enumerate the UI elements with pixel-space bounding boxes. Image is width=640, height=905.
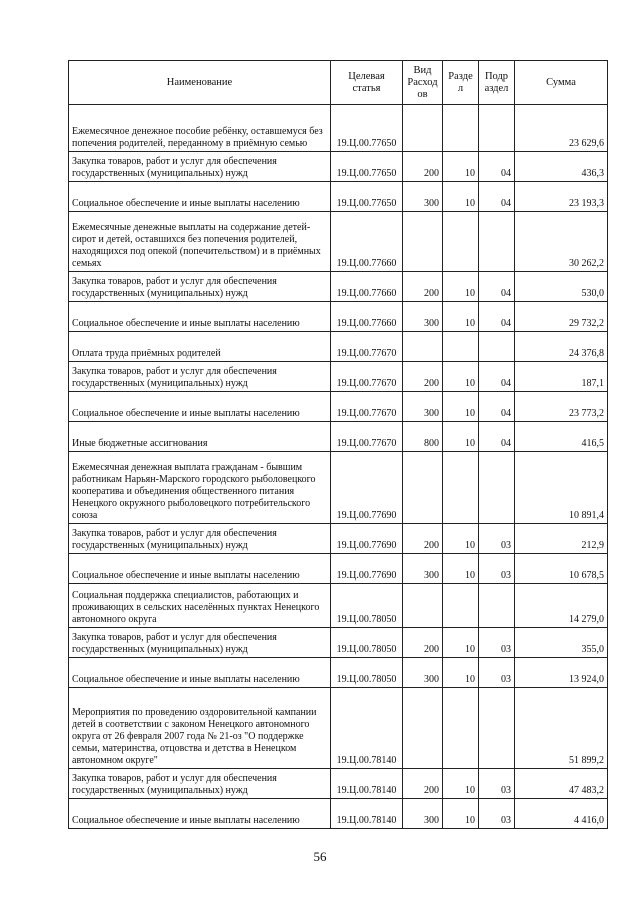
row-name: Закупка товаров, работ и услуг для обеспечения государственных (муниципальных) нужд <box>69 272 331 302</box>
row-target-article: 19.Ц.00.78050 <box>331 584 403 628</box>
row-name: Закупка товаров, работ и услуг для обеспечения государственных (муниципальных) нужд <box>69 362 331 392</box>
row-name: Мероприятия по проведению оздоровительной кампании детей в соответствии с законом Ненецкого автономного округа от 26 февраля 2007 года № 21-оз "О поддержке семьи, материнства, отцовства и детства в Ненецком автономном округе" <box>69 688 331 769</box>
row-section: 10 <box>443 362 479 392</box>
header-expense-type: Вид Расход ов <box>403 61 443 105</box>
table-row <box>69 182 608 212</box>
table-row <box>69 105 608 152</box>
row-subsection <box>479 452 515 524</box>
budget-table <box>68 60 608 829</box>
row-section: 10 <box>443 272 479 302</box>
table-row <box>69 658 608 688</box>
row-section <box>443 452 479 524</box>
row-subsection: 04 <box>479 422 515 452</box>
row-sum: 23 193,3 <box>515 182 608 212</box>
row-expense-type <box>403 452 443 524</box>
row-section: 10 <box>443 628 479 658</box>
row-section: 10 <box>443 302 479 332</box>
row-sum: 187,1 <box>515 362 608 392</box>
row-sum: 23 629,6 <box>515 105 608 152</box>
row-sum: 47 483,2 <box>515 769 608 799</box>
row-section: 10 <box>443 554 479 584</box>
row-expense-type: 300 <box>403 799 443 829</box>
row-subsection: 04 <box>479 182 515 212</box>
row-subsection: 03 <box>479 658 515 688</box>
header-name: Наименование <box>69 61 331 105</box>
row-sum: 30 262,2 <box>515 212 608 272</box>
row-expense-type: 200 <box>403 152 443 182</box>
row-section <box>443 105 479 152</box>
row-section: 10 <box>443 658 479 688</box>
row-name: Социальное обеспечение и иные выплаты населению <box>69 392 331 422</box>
row-target-article: 19.Ц.00.78140 <box>331 769 403 799</box>
row-expense-type <box>403 212 443 272</box>
row-section <box>443 688 479 769</box>
row-sum: 10 891,4 <box>515 452 608 524</box>
table-row <box>69 212 608 272</box>
row-name: Социальное обеспечение и иные выплаты населению <box>69 302 331 332</box>
row-name: Социальное обеспечение и иные выплаты населению <box>69 182 331 212</box>
table-row <box>69 769 608 799</box>
table-row <box>69 272 608 302</box>
row-name: Ежемесячное денежное пособие ребёнку, оставшемуся без попечения родителей, переданному в приёмную семью <box>69 105 331 152</box>
row-sum: 436,3 <box>515 152 608 182</box>
row-expense-type: 300 <box>403 658 443 688</box>
row-expense-type: 300 <box>403 302 443 332</box>
row-expense-type <box>403 332 443 362</box>
row-subsection <box>479 332 515 362</box>
row-subsection: 04 <box>479 362 515 392</box>
row-subsection: 03 <box>479 524 515 554</box>
row-sum: 29 732,2 <box>515 302 608 332</box>
row-target-article: 19.Ц.00.78050 <box>331 628 403 658</box>
row-name: Ежемесячная денежная выплата гражданам - бывшим работникам Нарьян-Марского городского рыболовецкого кооператива и объединения общественного питания Ненецкого окружного рыболовецкого потребительского союза <box>69 452 331 524</box>
row-subsection: 03 <box>479 554 515 584</box>
table-row <box>69 524 608 554</box>
row-target-article: 19.Ц.00.78140 <box>331 688 403 769</box>
header-sum: Сумма <box>515 61 608 105</box>
row-name: Иные бюджетные ассигнования <box>69 422 331 452</box>
row-sum: 416,5 <box>515 422 608 452</box>
row-section: 10 <box>443 769 479 799</box>
row-sum: 23 773,2 <box>515 392 608 422</box>
table-row <box>69 799 608 829</box>
table-row <box>69 584 608 628</box>
row-target-article: 19.Ц.00.77650 <box>331 152 403 182</box>
row-section: 10 <box>443 392 479 422</box>
header-target-article: Целевая статья <box>331 61 403 105</box>
row-section <box>443 332 479 362</box>
row-target-article: 19.Ц.00.78140 <box>331 799 403 829</box>
row-target-article: 19.Ц.00.77690 <box>331 452 403 524</box>
header-subsection: Подр аздел <box>479 61 515 105</box>
row-expense-type: 200 <box>403 769 443 799</box>
row-section: 10 <box>443 182 479 212</box>
table-row <box>69 422 608 452</box>
row-expense-type: 200 <box>403 362 443 392</box>
row-subsection: 04 <box>479 392 515 422</box>
row-subsection <box>479 105 515 152</box>
table-body <box>69 105 608 829</box>
row-sum: 10 678,5 <box>515 554 608 584</box>
row-sum: 4 416,0 <box>515 799 608 829</box>
row-expense-type: 800 <box>403 422 443 452</box>
page-number: 56 <box>313 849 327 864</box>
row-name: Закупка товаров, работ и услуг для обеспечения государственных (муниципальных) нужд <box>69 628 331 658</box>
row-name: Закупка товаров, работ и услуг для обеспечения государственных (муниципальных) нужд <box>69 152 331 182</box>
row-target-article: 19.Ц.00.78050 <box>331 658 403 688</box>
header-section: Разде л <box>443 61 479 105</box>
row-subsection <box>479 688 515 769</box>
row-subsection: 04 <box>479 152 515 182</box>
row-expense-type <box>403 105 443 152</box>
row-target-article: 19.Ц.00.77660 <box>331 272 403 302</box>
row-sum: 51 899,2 <box>515 688 608 769</box>
row-name: Социальная поддержка специалистов, работающих и проживающих в сельских населённых пунктах Ненецкого автономного округа <box>69 584 331 628</box>
table-row <box>69 302 608 332</box>
row-sum: 14 279,0 <box>515 584 608 628</box>
row-target-article: 19.Ц.00.77660 <box>331 302 403 332</box>
table-row <box>69 688 608 769</box>
row-target-article: 19.Ц.00.77650 <box>331 105 403 152</box>
table-row <box>69 628 608 658</box>
row-name: Оплата труда приёмных родителей <box>69 332 331 362</box>
row-subsection: 03 <box>479 628 515 658</box>
table-row <box>69 452 608 524</box>
row-expense-type: 300 <box>403 554 443 584</box>
row-section <box>443 584 479 628</box>
row-expense-type: 200 <box>403 628 443 658</box>
row-target-article: 19.Ц.00.77670 <box>331 332 403 362</box>
table-row <box>69 152 608 182</box>
row-subsection: 03 <box>479 799 515 829</box>
row-name: Ежемесячные денежные выплаты на содержание детей-сирот и детей, оставшихся без попечения родителей, находящихся под опекой (попечительством) и в приёмных семьях <box>69 212 331 272</box>
row-expense-type <box>403 688 443 769</box>
row-section: 10 <box>443 799 479 829</box>
row-name: Социальное обеспечение и иные выплаты населению <box>69 554 331 584</box>
row-target-article: 19.Ц.00.77670 <box>331 362 403 392</box>
row-section: 10 <box>443 152 479 182</box>
row-name: Социальное обеспечение и иные выплаты населению <box>69 799 331 829</box>
row-expense-type <box>403 584 443 628</box>
table-row <box>69 554 608 584</box>
row-sum: 212,9 <box>515 524 608 554</box>
row-target-article: 19.Ц.00.77650 <box>331 182 403 212</box>
row-name: Социальное обеспечение и иные выплаты населению <box>69 658 331 688</box>
row-target-article: 19.Ц.00.77690 <box>331 524 403 554</box>
row-sum: 24 376,8 <box>515 332 608 362</box>
row-subsection: 04 <box>479 272 515 302</box>
row-sum: 355,0 <box>515 628 608 658</box>
row-subsection <box>479 212 515 272</box>
row-subsection <box>479 584 515 628</box>
row-target-article: 19.Ц.00.77660 <box>331 212 403 272</box>
row-expense-type: 300 <box>403 392 443 422</box>
row-target-article: 19.Ц.00.77690 <box>331 554 403 584</box>
row-target-article: 19.Ц.00.77670 <box>331 422 403 452</box>
row-subsection: 04 <box>479 302 515 332</box>
row-subsection: 03 <box>479 769 515 799</box>
table-row <box>69 392 608 422</box>
table-row <box>69 332 608 362</box>
row-name: Закупка товаров, работ и услуг для обеспечения государственных (муниципальных) нужд <box>69 524 331 554</box>
row-expense-type: 200 <box>403 272 443 302</box>
row-target-article: 19.Ц.00.77670 <box>331 392 403 422</box>
row-sum: 530,0 <box>515 272 608 302</box>
table-row <box>69 362 608 392</box>
row-sum: 13 924,0 <box>515 658 608 688</box>
row-expense-type: 200 <box>403 524 443 554</box>
row-section: 10 <box>443 422 479 452</box>
row-expense-type: 300 <box>403 182 443 212</box>
row-name: Закупка товаров, работ и услуг для обеспечения государственных (муниципальных) нужд <box>69 769 331 799</box>
row-section: 10 <box>443 524 479 554</box>
row-section <box>443 212 479 272</box>
table-header-row <box>69 61 608 105</box>
